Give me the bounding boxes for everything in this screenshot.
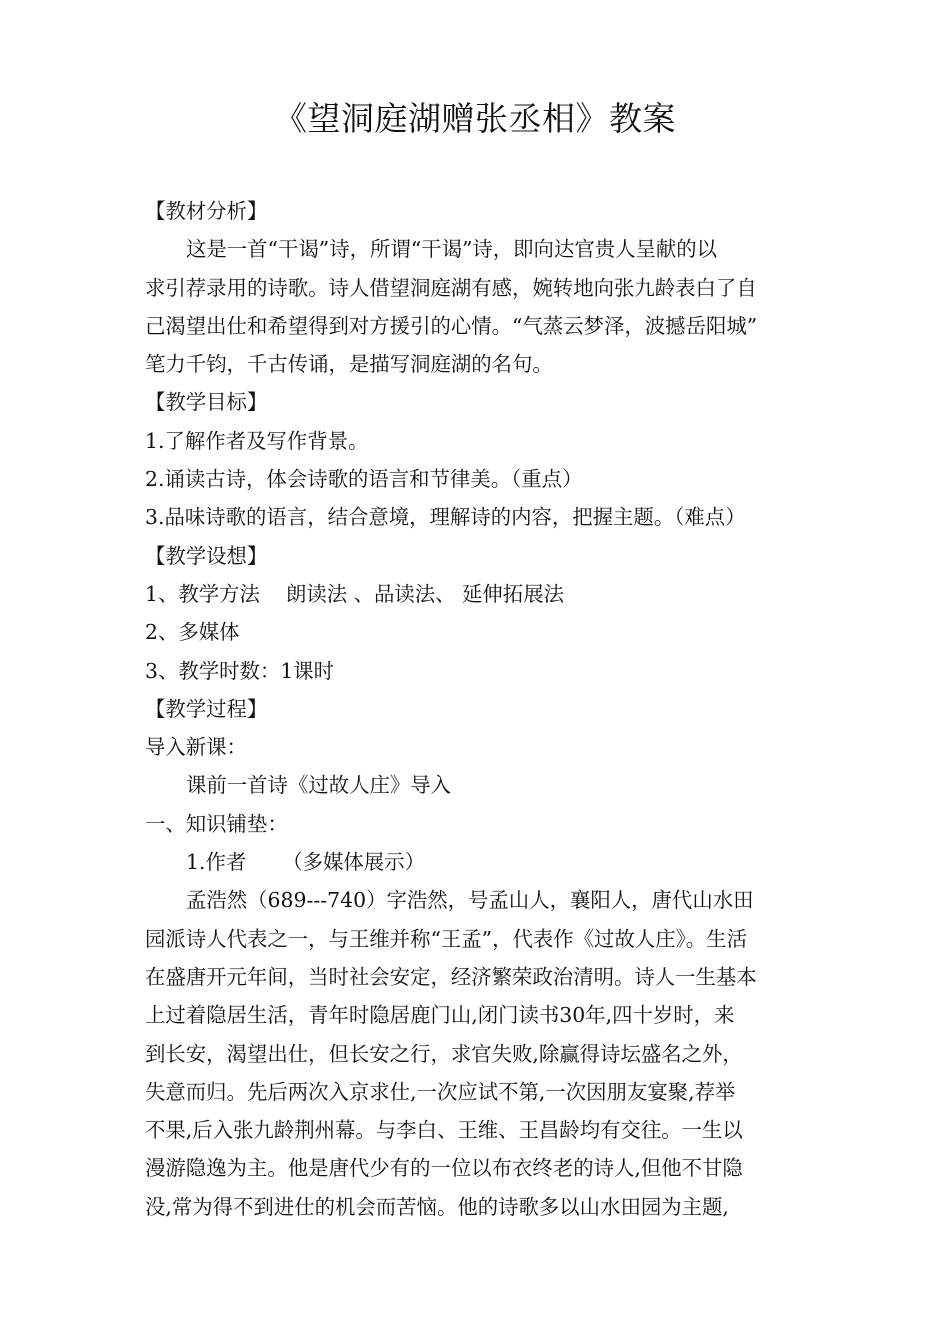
goal-item: 3.品味诗歌的语言，结合意境，理解诗的内容，把握主题。（难点） [145,505,746,530]
author-heading-line [145,843,815,881]
paragraph-line: 没,常为得不到进仕的机会而苦恼。他的诗歌多以山水田园为主题, [145,1194,729,1219]
paragraph-line: 孟浩然（689---740）字浩然，号孟山人，襄阳人，唐代山水田 [186,888,754,913]
section-heading-teaching-goals: 【教学目标】 [145,390,268,415]
process-item: 一、知识铺垫： [145,811,288,836]
plan-item: 2、多媒体 [145,620,240,645]
paragraph-line: 在盛唐开元年间，当时社会安定，经济繁荣政治清明。诗人一生基本 [145,964,757,989]
paragraph-line: 笔力千钧，千古传诵，是描写洞庭湖的名句。 [145,352,553,377]
author-label: 1.作者 [186,850,247,875]
page-title: 《望洞庭湖赠张丞相》教案 [274,99,676,138]
paragraph-line: 漫游隐逸为主。他是唐代少有的一位以布衣终老的诗人,但他不甘隐 [145,1156,743,1181]
goal-item: 2.诵读古诗，体会诗歌的语言和节律美。（重点） [145,467,583,492]
goal-item: 1.了解作者及写作背景。 [145,428,369,453]
paragraph-line: 求引荐录用的诗歌。诗人借望洞庭湖有感，婉转地向张九龄表白了自 [145,275,757,300]
paragraph-line: 不果,后入张九龄荆州幕。与李白、王维、王昌龄均有交往。一生以 [145,1118,743,1143]
paragraph-line: 己渴望出仕和希望得到对方援引的心情。“气蒸云梦泽，波撼岳阳城” [145,313,758,338]
process-item: 导入新课： [145,735,247,760]
section-heading-teaching-process: 【教学过程】 [145,696,268,721]
section-heading-teaching-plan: 【教学设想】 [145,543,268,568]
section-heading-material-analysis: 【教材分析】 [145,199,268,223]
paragraph-line: 这是一首“干谒”诗，所谓“干谒”诗，即向达官贵人呈献的以 [186,237,718,262]
teaching-method-label: 1、教学方法 [145,581,260,606]
process-item: 课前一首诗《过故人庄》导入 [186,773,452,798]
multimedia-note: （多媒体展示） [282,850,425,875]
paragraph-line: 到长安，渴望出仕，但长安之行，求官失败,除赢得诗坛盛名之外， [145,1041,743,1066]
paragraph-line: 失意而归。先后两次入京求仕,一次应试不第,一次因朋友宴聚,荐举 [145,1079,736,1104]
teaching-method-values: 朗读法 、品读法、 延伸拓展法 [285,581,564,606]
plan-item: 3、教学时数：1课时 [145,658,335,683]
document-body [145,192,815,1226]
paragraph-line: 上过着隐居生活，青年时隐居鹿门山,闭门读书30年,四十岁时，来 [145,1003,735,1028]
paragraph-line: 园派诗人代表之一，与王维并称“王孟”，代表作《过故人庄》。生活 [145,926,747,951]
teaching-method-line [145,575,815,613]
